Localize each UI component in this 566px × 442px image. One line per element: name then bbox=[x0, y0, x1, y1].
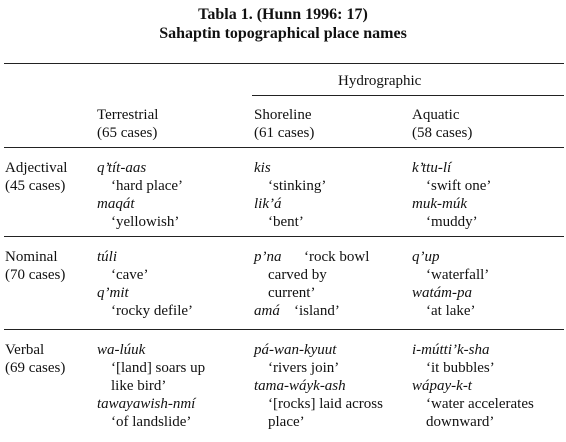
group-header-hydrographic: Hydrographic bbox=[338, 73, 422, 89]
term: q’mit bbox=[97, 285, 129, 301]
gloss: ‘swift one’ bbox=[426, 178, 492, 194]
table-title-line1: Tabla 1. (Hunn 1996: 17) bbox=[198, 6, 368, 23]
term: k’ttu-lí bbox=[412, 160, 452, 176]
term: kis bbox=[254, 160, 271, 176]
column-name: Terrestrial bbox=[97, 107, 159, 123]
term: maqát bbox=[97, 196, 135, 212]
header-rule bbox=[4, 147, 564, 148]
term: p’na bbox=[254, 249, 282, 265]
row-rule-1 bbox=[4, 236, 564, 237]
term: túli bbox=[97, 249, 118, 265]
term: tama-wáyk-ash bbox=[254, 378, 346, 394]
hydrographic-rule bbox=[252, 95, 564, 96]
row-rule-2 bbox=[4, 329, 564, 330]
term: pá-wan-kyuut bbox=[254, 342, 337, 358]
gloss: ‘yellowish’ bbox=[111, 214, 180, 230]
table-title-line2: Sahaptin topographical place names bbox=[159, 25, 407, 42]
gloss: ‘stinking’ bbox=[268, 178, 327, 194]
gloss: ‘rocky defile’ bbox=[111, 303, 194, 319]
row-name: Adjectival bbox=[5, 160, 68, 176]
top-rule bbox=[4, 63, 564, 64]
gloss: ‘[rocks] laid across bbox=[268, 396, 383, 412]
gloss: ‘cave’ bbox=[111, 267, 149, 283]
term: q’tít-aas bbox=[97, 160, 147, 176]
term: muk-múk bbox=[412, 196, 467, 212]
gloss: current’ bbox=[268, 285, 316, 301]
term: wa-lúuk bbox=[97, 342, 146, 358]
term: watám-pa bbox=[412, 285, 472, 301]
gloss: ‘muddy’ bbox=[426, 214, 478, 230]
gloss: ‘it bubbles’ bbox=[426, 360, 495, 376]
gloss: ‘hard place’ bbox=[111, 178, 184, 194]
row-count: (45 cases) bbox=[5, 178, 66, 194]
gloss: ‘waterfall’ bbox=[426, 267, 490, 283]
row-name: Verbal bbox=[5, 342, 45, 358]
term: amá bbox=[254, 303, 280, 319]
gloss: place’ bbox=[268, 414, 305, 430]
gloss: ‘[land] soars up bbox=[111, 360, 206, 376]
gloss: downward’ bbox=[426, 414, 495, 430]
term: tawayawish-nmí bbox=[97, 396, 196, 412]
term: wápay-k-t bbox=[412, 378, 472, 394]
gloss: ‘water accelerates bbox=[426, 396, 534, 412]
term: i-mútti’k-sha bbox=[412, 342, 490, 358]
gloss: ‘bent’ bbox=[268, 214, 304, 230]
column-name: Aquatic bbox=[412, 107, 460, 123]
column-count: (61 cases) bbox=[254, 125, 315, 141]
column-count: (58 cases) bbox=[412, 125, 473, 141]
column-count: (65 cases) bbox=[97, 125, 158, 141]
gloss: ‘at lake’ bbox=[426, 303, 476, 319]
row-count: (70 cases) bbox=[5, 267, 66, 283]
row-name: Nominal bbox=[5, 249, 58, 265]
column-name: Shoreline bbox=[254, 107, 312, 123]
gloss: ‘rock bowl bbox=[304, 249, 370, 265]
gloss: ‘of landslide’ bbox=[111, 414, 192, 430]
gloss: like bird’ bbox=[111, 378, 167, 394]
row-count: (69 cases) bbox=[5, 360, 66, 376]
term: q’up bbox=[412, 249, 440, 265]
term: lik’á bbox=[254, 196, 282, 212]
gloss: ‘island’ bbox=[294, 303, 340, 319]
gloss: ‘rivers join’ bbox=[268, 360, 340, 376]
gloss: carved by bbox=[268, 267, 327, 283]
